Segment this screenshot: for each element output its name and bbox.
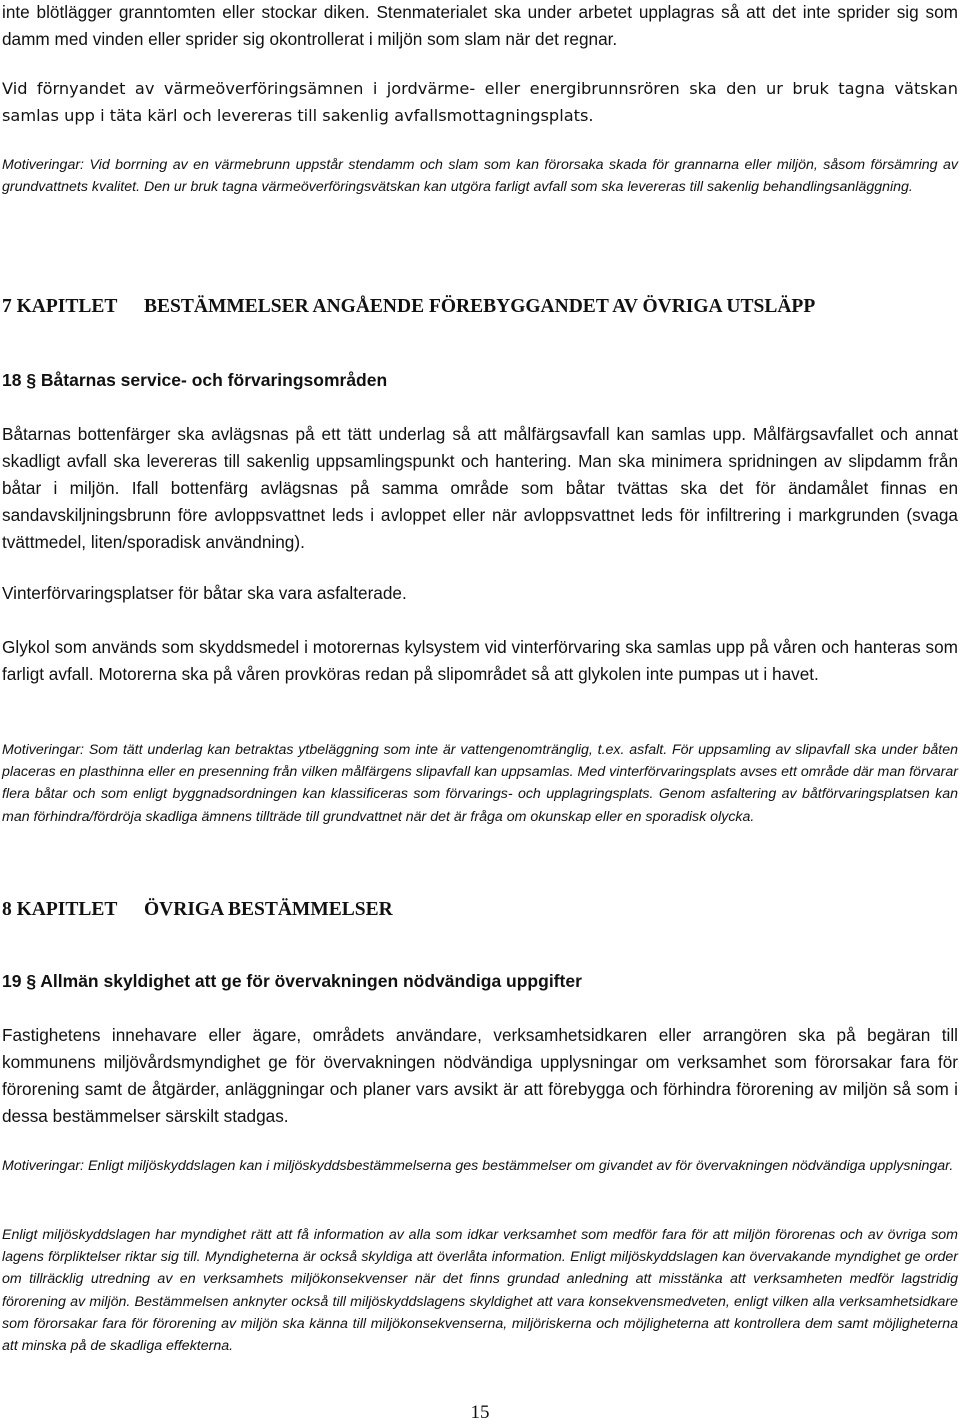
section-18-heading: 18 § Båtarnas service- och förvaringsområden — [2, 370, 388, 390]
chapter-number: 7 KAPITLET — [2, 296, 118, 317]
chapter-8-heading — [2, 899, 958, 921]
page-number: 15 — [470, 1402, 490, 1423]
motivation-upplysningar: Motiveringar: Enligt miljöskyddslagen kan i miljöskyddsbestämmelserna ges bestämmelser om givandet av för övervakningen nödvändiga upplysningar. — [2, 1158, 954, 1174]
chapter-7-heading — [2, 296, 958, 318]
boats-paragraph-3: Glykol som används som skyddsmedel i motorernas kylsystem vid vinterförvaring ska samlas upp på våren och hanteras som farligt avfall. Motorerna ska på våren provköras redan på slipområdet så att glykolen inte pumpas ut i havet. — [2, 637, 958, 684]
motivation-borrning: Motiveringar: Vid borrning av en värmebrunn uppstår stendamm och slam som kan förorsaka skada för grannarna eller miljön, såsom försämring av grundvattnets kvalitet. Den ur bruk tagna värmeöverföringsvätskan kan utgöra farligt avfall som ska levereras till sakenlig behandlingsanläggning. — [2, 157, 958, 196]
chapter-title: ÖVRIGA BESTÄMMELSER — [144, 899, 393, 920]
chapter-number: 8 KAPITLET — [2, 899, 118, 920]
section-19-heading: 19 § Allmän skyldighet att ge för övervakningen nödvändiga uppgifter — [2, 971, 582, 991]
chapter-title: BESTÄMMELSER ANGÅENDE FÖREBYGGANDET AV ÖVRIGA UTSLÄPP — [144, 296, 816, 317]
motivation-information: Enligt miljöskyddslagen har myndighet rätt att få information av alla som idkar verksamhet som medför fara för att miljön förorenas och av övriga som lagens förpliktelser riktar sig till. Myndigheterna är också skyldiga att överlåta information. Enligt miljöskyddslagen kan övervakande myndighet ge order om tillräcklig utredning av en verksamhets miljökonsekvenser när det finns grundad anledning att misstänka att verksamheten medför lagstridig förorening av miljön. Bestämmelsen anknyter också till miljöskyddslagens skyldighet att vara konsekvensmedveten, enligt vilken alla verksamhetsidkare som förorsakar fara för förorening av miljön ska känna till miljökonsekvenserna, miljöriskerna och möjligheterna att kontrollera dem samt möjligheterna att minska på de skadliga effekterna. — [2, 1227, 958, 1355]
geothermal-paragraph: Vid förnyandet av värmeöverföringsämnen i jordvärme- eller energibrunnsrören ska den ur bruk tagna vätskan samlas upp i täta kärl och levereras till sakenlig avfallsmottagningsplats. — [2, 79, 958, 125]
intro-paragraph: inte blötlägger granntomten eller stockar diken. Stenmaterialet ska under arbetet upplagras så att det inte sprider sig som damm med vinden eller sprider sig okontrollerat i miljön som slam när det regnar. — [2, 2, 958, 49]
boats-paragraph-2: Vinterförvaringsplatser för båtar ska vara asfalterade. — [2, 583, 407, 603]
motivation-boats: Motiveringar: Som tätt underlag kan betraktas ytbeläggning som inte är vattengenomtränglig, t.ex. asfalt. För uppsamling av slipavfall ska under båten placeras en plasthinna eller en presenning från vilken målfärgens slipavfall kan uppsamlas. Med vinterförvaringsplats avses ett område där man förvarar flera båtar och som enligt byggnadsordningen kan klassificeras som förvarings- och upplagringsplats. Genom asfaltering av båtförvaringsplatsen kan man förhindra/fördröja skadliga ämnens tillträde till grundvattnet när det är fråga om okunskap eller en sporadisk olycka. — [2, 742, 958, 825]
duty-paragraph: Fastighetens innehavare eller ägare, områdets användare, verksamhetsidkaren eller arrangören ska på begäran till kommunens miljövårdsmyndighet ge för övervakningen nödvändiga upplysningar om verksamhet som förorsakar fara för förorening samt de åtgärder, anläggningar och planer vars avsikt är att förebygga och förhindra förorening av miljön så som i dessa bestämmelser särskilt stadgas. — [2, 1025, 958, 1126]
boats-paragraph-1: Båtarnas bottenfärger ska avlägsnas på ett tätt underlag så att målfärgsavfall kan samlas upp. Målfärgsavfallet och annat skadligt avfall ska levereras till sakenlig uppsamlingspunkt och hantering. Man ska minimera spridningen av slipdamm från båtar i miljön. Ifall bottenfärg avlägsnas på samma område som båtar tvättas ska det för ändamålet finnas en sandavskiljningsbrunn före avloppsvattnet leds i avloppet eller när avloppsvattnet leds för infiltrering i markgrunden (svaga tvättmedel, liten/sporadisk användning). — [2, 424, 958, 552]
